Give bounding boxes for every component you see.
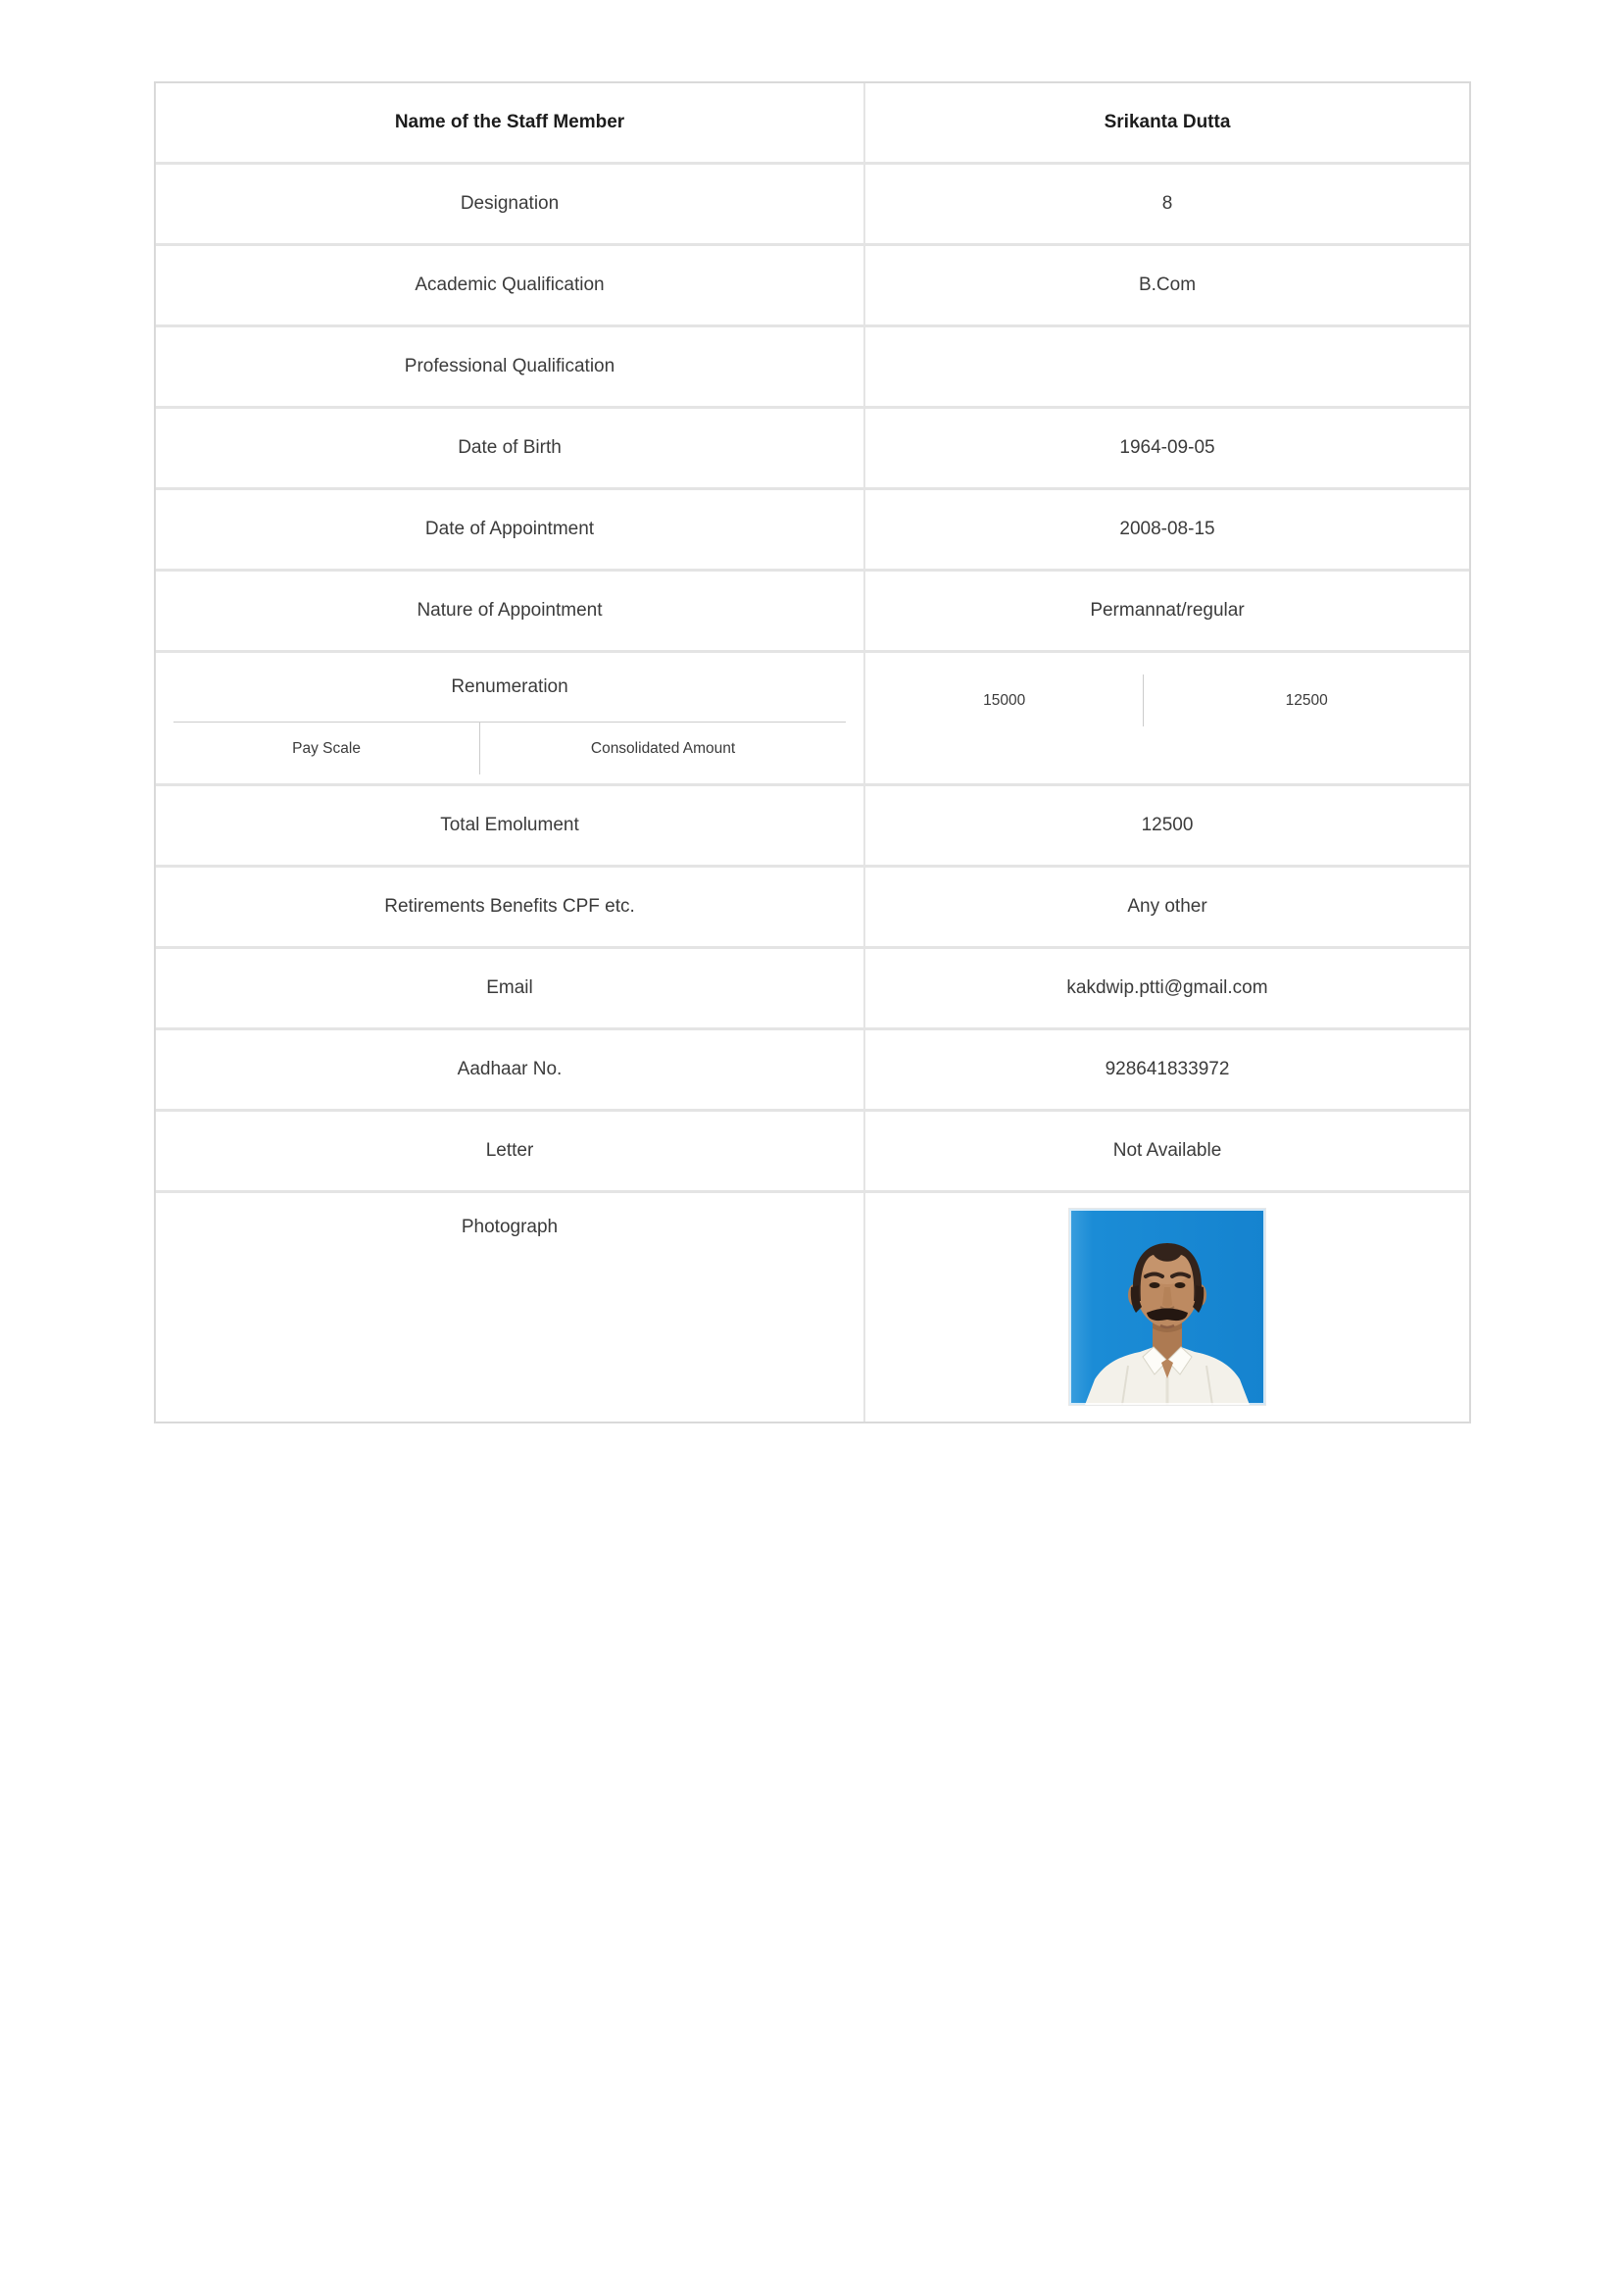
renumeration-title: Renumeration [451,676,568,697]
row-value: 1964-09-05 [1119,437,1215,458]
photograph-label: Photograph [156,1193,865,1422]
row-label: Academic Qualification [156,246,865,324]
staff-id-photo [1069,1209,1265,1405]
row-value: 8 [1161,193,1173,214]
row-value: Not Available [1112,1140,1222,1161]
row-label: Total Emolument [156,786,865,865]
row-label: Date of Birth [156,409,865,487]
row-letter [156,1109,1469,1190]
row-label: Professional Qualification [156,327,865,406]
row-label: Aadhaar No. [156,1030,865,1109]
renumeration-label-cell [156,653,865,783]
renumeration-values [865,674,1469,726]
header-value-staff-name: Srikanta Dutta [1104,112,1231,132]
row-aadhaar-no [156,1027,1469,1109]
row-value: Permannat/regular [1090,600,1245,621]
pay-scale-value: 15000 [983,691,1026,709]
row-label: Letter [156,1112,865,1190]
row-value: 12500 [1141,815,1194,835]
row-label: Retirements Benefits CPF etc. [156,868,865,946]
email-value: kakdwip.ptti@gmail.com [1066,977,1268,998]
row-academic-qualification [156,243,1469,324]
row-nature-of-appointment [156,569,1469,650]
photograph-cell [865,1193,1469,1422]
row-value: Any other [1127,896,1207,917]
table-header-row [156,83,1469,162]
row-label: Email [156,949,865,1027]
row-professional-qualification [156,324,1469,406]
row-value: 928641833972 [1105,1059,1230,1079]
header-label: Name of the Staff Member [156,83,865,162]
staff-details-table [154,81,1471,1423]
renumeration-value-cell [865,653,1469,783]
row-renumeration [156,650,1469,783]
row-date-of-birth [156,406,1469,487]
row-total-emolument [156,783,1469,865]
row-retirement-benefits [156,865,1469,946]
row-label: Nature of Appointment [156,572,865,650]
row-label: Date of Appointment [156,490,865,569]
renumeration-sub-headers [173,723,846,774]
row-photograph [156,1190,1469,1422]
row-value: B.Com [1138,275,1197,295]
consolidated-amount-header: Consolidated Amount [479,723,846,774]
row-label: Designation [156,165,865,243]
row-email [156,946,1469,1027]
row-value [865,327,1469,406]
row-date-of-appointment [156,487,1469,569]
row-designation [156,162,1469,243]
pay-scale-header: Pay Scale [292,739,361,757]
row-value: 2008-08-15 [1119,519,1215,539]
consolidated-amount-value: 12500 [1143,674,1469,726]
